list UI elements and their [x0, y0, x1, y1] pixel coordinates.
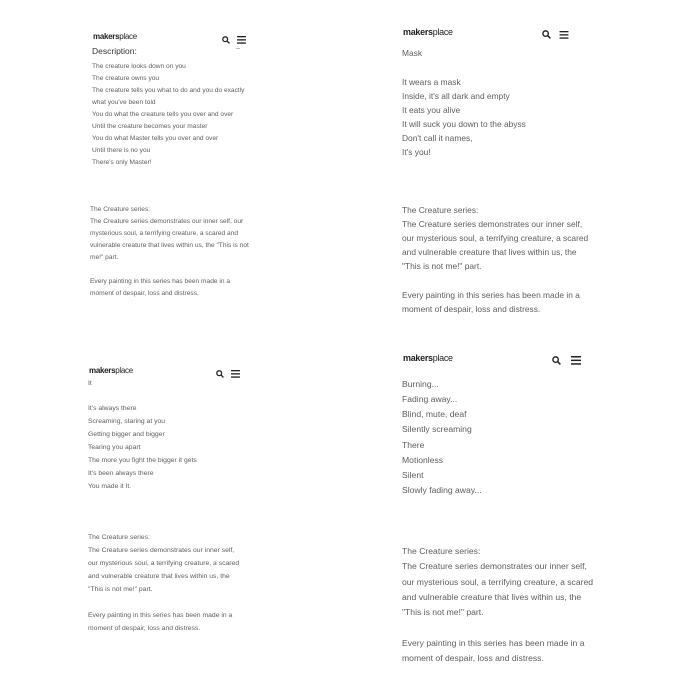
- poem-line: The creature looks down on you: [92, 63, 186, 70]
- footer-line: moment of despair, loss and distress.: [88, 625, 201, 632]
- poem-line: Fading away...: [402, 394, 458, 404]
- poem-line: Until there is no you: [92, 147, 151, 154]
- series-line: The Creature series demonstrates our inner self,: [402, 561, 587, 571]
- hamburger-menu-icon[interactable]: [237, 31, 246, 49]
- poem-line: It's been always there: [88, 470, 154, 477]
- search-icon[interactable]: [216, 365, 224, 383]
- poem-line: Slowly fading away...: [402, 485, 482, 495]
- poem-line: Until the creature becomes your master: [92, 123, 208, 130]
- series-line: The Creature series:: [90, 206, 151, 213]
- poem-line: Burning...: [402, 379, 439, 389]
- poem-line: It's you!: [402, 147, 431, 157]
- makersplace-logo[interactable]: makersplace: [403, 27, 453, 37]
- series-line: The Creature series demonstrates our inner self,: [88, 547, 235, 554]
- panel-mask: [398, 22, 598, 322]
- series-line: vulnerable creature that lives within us, the "This is not: [90, 242, 249, 249]
- search-icon[interactable]: [542, 26, 551, 44]
- series-line: and vulnerable creature that lives within us, the: [402, 247, 577, 257]
- poem-line: Silently screaming: [402, 424, 472, 434]
- poem-line: Silent: [402, 470, 424, 480]
- poem-line: The creature tells you what to do and you do exactly: [92, 87, 245, 94]
- footer-line: moment of despair, loss and distress.: [90, 290, 199, 297]
- poem-line: what you've been told: [92, 99, 156, 106]
- footer-line: moment of despair, loss and distress.: [402, 653, 544, 663]
- series-line: The Creature series:: [402, 546, 481, 556]
- poem-line: Motionless: [402, 455, 444, 465]
- hamburger-menu-icon[interactable]: [571, 352, 581, 370]
- search-icon[interactable]: [222, 31, 230, 49]
- poem-line: The creature owns you: [92, 75, 160, 82]
- poem-line: Inside, it's all dark and empty: [402, 91, 510, 101]
- poem-line: You do what Master tells you over and over: [92, 135, 219, 142]
- hamburger-menu-icon[interactable]: [231, 365, 240, 383]
- makersplace-logo[interactable]: makersplace: [93, 32, 137, 41]
- series-line: The Creature series:: [88, 534, 150, 541]
- poem-line: It wears a mask: [402, 77, 461, 87]
- poem-line: Getting bigger and bigger: [88, 431, 165, 438]
- series-line: me!" part.: [90, 254, 119, 261]
- poem-line: Don't call it names,: [402, 133, 473, 143]
- poem-line: It's always there: [88, 405, 137, 412]
- footer-line: Every painting in this series has been made in a: [88, 612, 233, 619]
- page-title: Description:: [92, 46, 137, 56]
- poem-line: There's only Master!: [92, 159, 152, 166]
- panel-it: [84, 362, 254, 652]
- footer-line: moment of despair, loss and distress.: [402, 304, 541, 314]
- poem-line: It eats you alive: [402, 105, 461, 115]
- series-line: mysterious soul, a terrifying creature, a scared and: [90, 230, 239, 237]
- series-line: The Creature series demonstrates our inner self, our: [90, 218, 244, 225]
- series-line: "This is not me!" part.: [402, 607, 484, 617]
- series-line: our mysterious soul, a terrifying creature, a scared: [402, 233, 589, 243]
- panel-burning: [398, 348, 598, 668]
- poem-line: Tearing you apart: [88, 444, 141, 451]
- footer-line: Every painting in this series has been made in a: [402, 290, 580, 300]
- footer-line: Every painting in this series has been made in a: [90, 278, 231, 285]
- series-line: our mysterious soul, a terrifying creature, a scared: [402, 577, 594, 587]
- poem-line: You made it It.: [88, 483, 132, 490]
- poem-line: The more you fight the bigger it gets: [88, 457, 197, 464]
- poem-line: Screaming, staring at you: [88, 418, 166, 425]
- page-title: It: [88, 380, 92, 387]
- series-line: The Creature series demonstrates our inner self,: [402, 219, 583, 229]
- poem-line: It will suck you down to the abyss: [402, 119, 526, 129]
- series-line: "This is not me!" part.: [88, 586, 153, 593]
- divider: [236, 48, 240, 49]
- poem-line: You do what the creature tells you over and over: [92, 111, 234, 118]
- poem-line: There: [402, 440, 425, 450]
- makersplace-logo[interactable]: makersplace: [403, 353, 453, 363]
- page-title: Mask: [402, 48, 423, 58]
- search-icon[interactable]: [552, 352, 561, 370]
- series-line: our mysterious soul, a terrifying creature, a scared: [88, 560, 240, 567]
- panel-description: [88, 28, 258, 318]
- hamburger-menu-icon[interactable]: [559, 26, 569, 44]
- series-line: and vulnerable creature that lives within us, the: [402, 592, 582, 602]
- footer-line: Every painting in this series has been made in a: [402, 638, 585, 648]
- poem-line: Blind, mute, deaf: [402, 409, 467, 419]
- makersplace-logo[interactable]: makersplace: [89, 366, 133, 375]
- series-line: The Creature series:: [402, 205, 479, 215]
- series-line: "This is not me!" part.: [402, 261, 482, 271]
- series-line: and vulnerable creature that lives within us, the: [88, 573, 230, 580]
